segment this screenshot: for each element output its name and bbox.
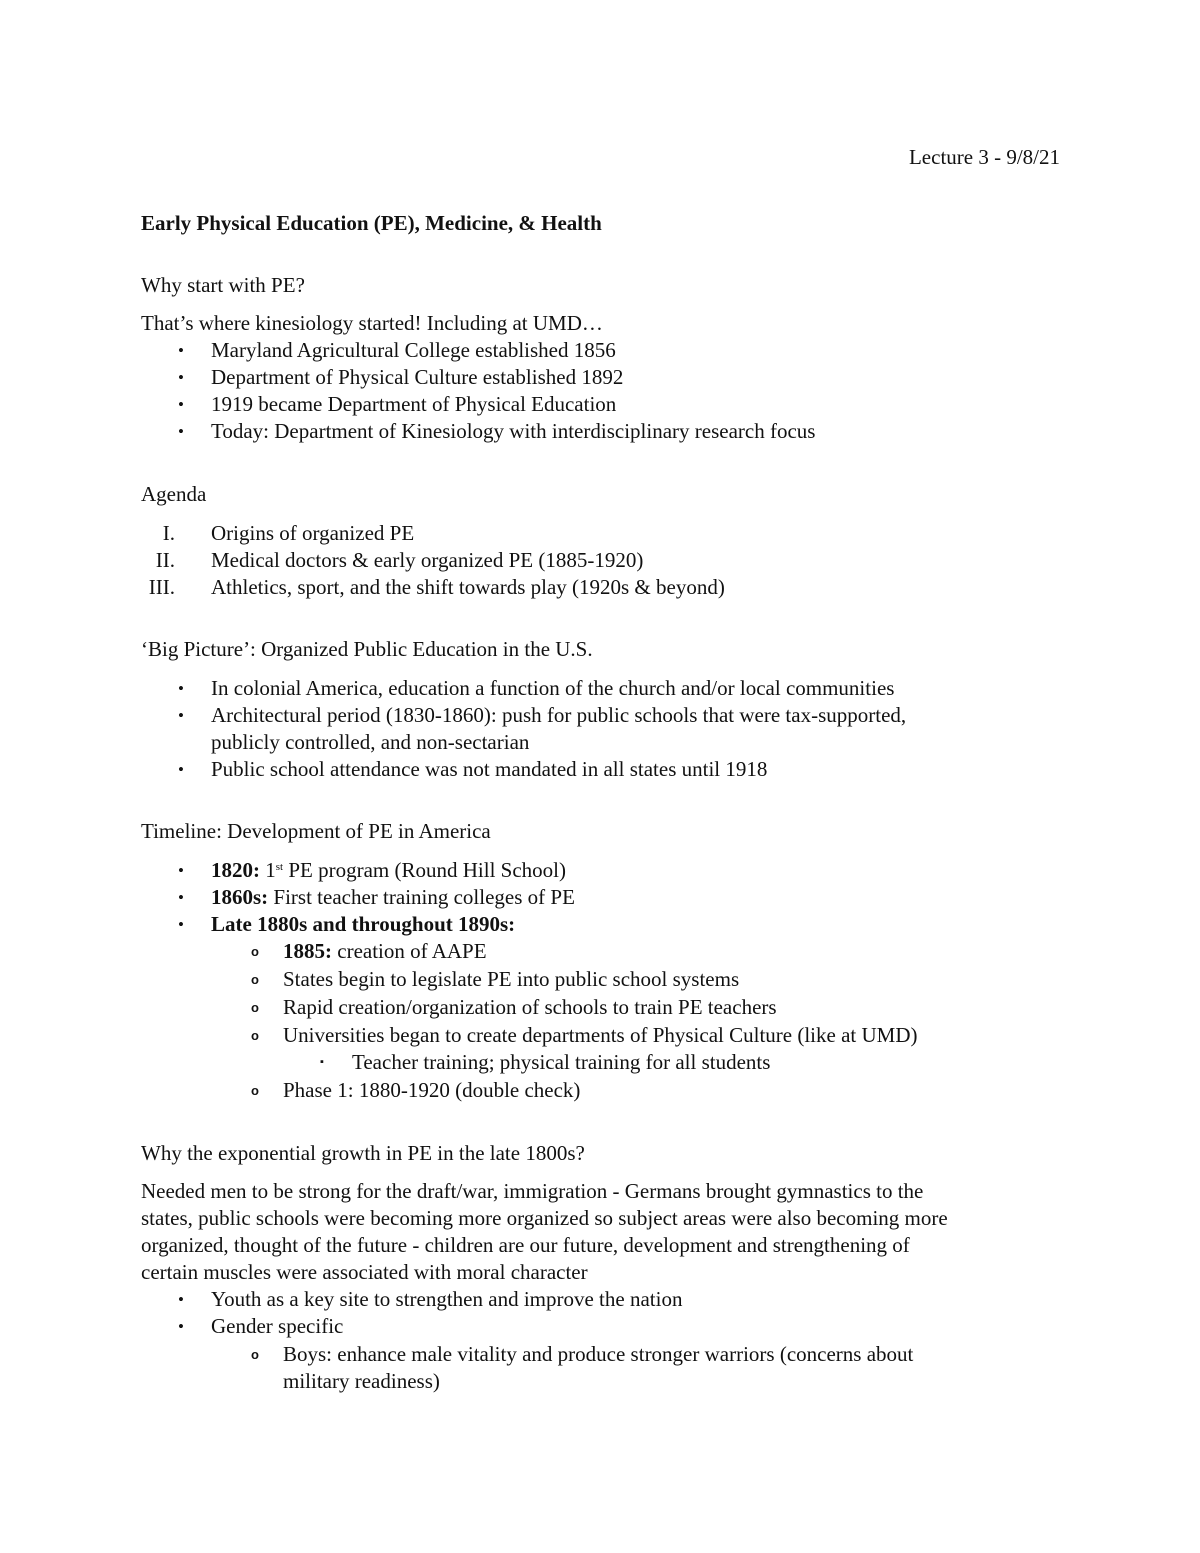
agenda-number: II. [155, 548, 175, 572]
timeline-item-1880s: Late 1880s and throughout 1890s: [211, 912, 516, 936]
sub-list-item-continuation: military readiness) [283, 1369, 440, 1393]
list-item: Today: Department of Kinesiology with interdisciplinary research focus [211, 419, 816, 443]
sub-bullet-marker: o [251, 944, 259, 959]
sub-list-item: Boys: enhance male vitality and produce stronger warriors (concerns about [283, 1342, 914, 1366]
list-item: Gender specific [211, 1314, 344, 1338]
timeline-sub-sub-item: Teacher training; physical training for all students [352, 1050, 771, 1074]
square-bullet-marker: ▪ [320, 1056, 324, 1068]
page-title: Early Physical Education (PE), Medicine, & Health [141, 211, 602, 235]
timeline-item-1820 [211, 857, 566, 884]
agenda-item: Medical doctors & early organized PE (1885-1920) [211, 548, 644, 572]
list-item: In colonial America, education a function of the church and/or local communities [211, 676, 895, 700]
bullet-marker: • [178, 422, 184, 441]
sub-bullet-marker: o [251, 1083, 259, 1098]
agenda-number: I. [162, 521, 175, 545]
list-item: Architectural period (1830-1860): push for public schools that were tax-supported, [211, 703, 907, 727]
list-item-continuation: publicly controlled, and non-sectarian [211, 730, 530, 754]
growth-paragraph-line: certain muscles were associated with moral character [141, 1260, 588, 1284]
growth-paragraph-line: states, public schools were becoming more organized so subject areas were also becoming more [141, 1206, 948, 1230]
timeline-text: 1 [260, 858, 276, 882]
why-start-question: Why start with PE? [141, 273, 305, 297]
timeline-heading: Timeline: Development of PE in America [141, 819, 491, 843]
list-item: Public school attendance was not mandated in all states until 1918 [211, 757, 768, 781]
growth-question: Why the exponential growth in PE in the late 1800s? [141, 1141, 585, 1165]
sub-bullet-marker: o [251, 1000, 259, 1015]
bullet-marker: • [178, 915, 184, 934]
agenda-item: Athletics, sport, and the shift towards play (1920s & beyond) [211, 575, 725, 599]
timeline-sub-item: Universities began to create departments of Physical Culture (like at UMD) [283, 1023, 918, 1047]
timeline-sub-item [283, 938, 487, 965]
agenda-heading: Agenda [141, 482, 207, 506]
timeline-sub-item: Phase 1: 1880-1920 (double check) [283, 1078, 581, 1102]
ordinal-suffix: st [275, 861, 284, 873]
list-item: Youth as a key site to strengthen and improve the nation [211, 1287, 683, 1311]
timeline-sub-item: Rapid creation/organization of schools to train PE teachers [283, 995, 777, 1019]
lecture-header: Lecture 3 - 9/8/21 [908, 145, 1060, 169]
timeline-text: creation of AAPE [332, 939, 487, 963]
why-start-answer: That’s where kinesiology started! Including at UMD… [141, 311, 603, 335]
bullet-marker: • [178, 888, 184, 907]
sub-bullet-marker: o [251, 972, 259, 987]
sub-bullet-marker: o [251, 1347, 259, 1362]
list-item: 1919 became Department of Physical Education [211, 392, 617, 416]
timeline-year: 1885: [283, 939, 332, 963]
growth-paragraph-line: Needed men to be strong for the draft/war, immigration - Germans brought gymnastics to the [141, 1179, 924, 1203]
bullet-marker: • [178, 395, 184, 414]
timeline-text: PE program (Round Hill School) [283, 858, 566, 882]
timeline-text: First teacher training colleges of PE [268, 885, 575, 909]
big-picture-heading: ‘Big Picture’: Organized Public Education in the U.S. [141, 637, 593, 661]
bullet-marker: • [178, 341, 184, 360]
timeline-year: 1820: [211, 858, 260, 882]
bullet-marker: • [178, 368, 184, 387]
timeline-year: 1860s: [211, 885, 269, 909]
timeline-item-1860s [211, 884, 575, 911]
agenda-item: Origins of organized PE [211, 521, 415, 545]
bullet-marker: • [178, 706, 184, 725]
bullet-marker: • [178, 679, 184, 698]
sub-bullet-marker: o [251, 1028, 259, 1043]
agenda-number: III. [148, 575, 175, 599]
list-item: Maryland Agricultural College established 1856 [211, 338, 616, 362]
bullet-marker: • [178, 1317, 184, 1336]
bullet-marker: • [178, 760, 184, 779]
bullet-marker: • [178, 1290, 184, 1309]
timeline-sub-item: States begin to legislate PE into public school systems [283, 967, 740, 991]
growth-paragraph-line: organized, thought of the future - children are our future, development and strengthening of [141, 1233, 910, 1257]
list-item: Department of Physical Culture established 1892 [211, 365, 624, 389]
bullet-marker: • [178, 861, 184, 880]
